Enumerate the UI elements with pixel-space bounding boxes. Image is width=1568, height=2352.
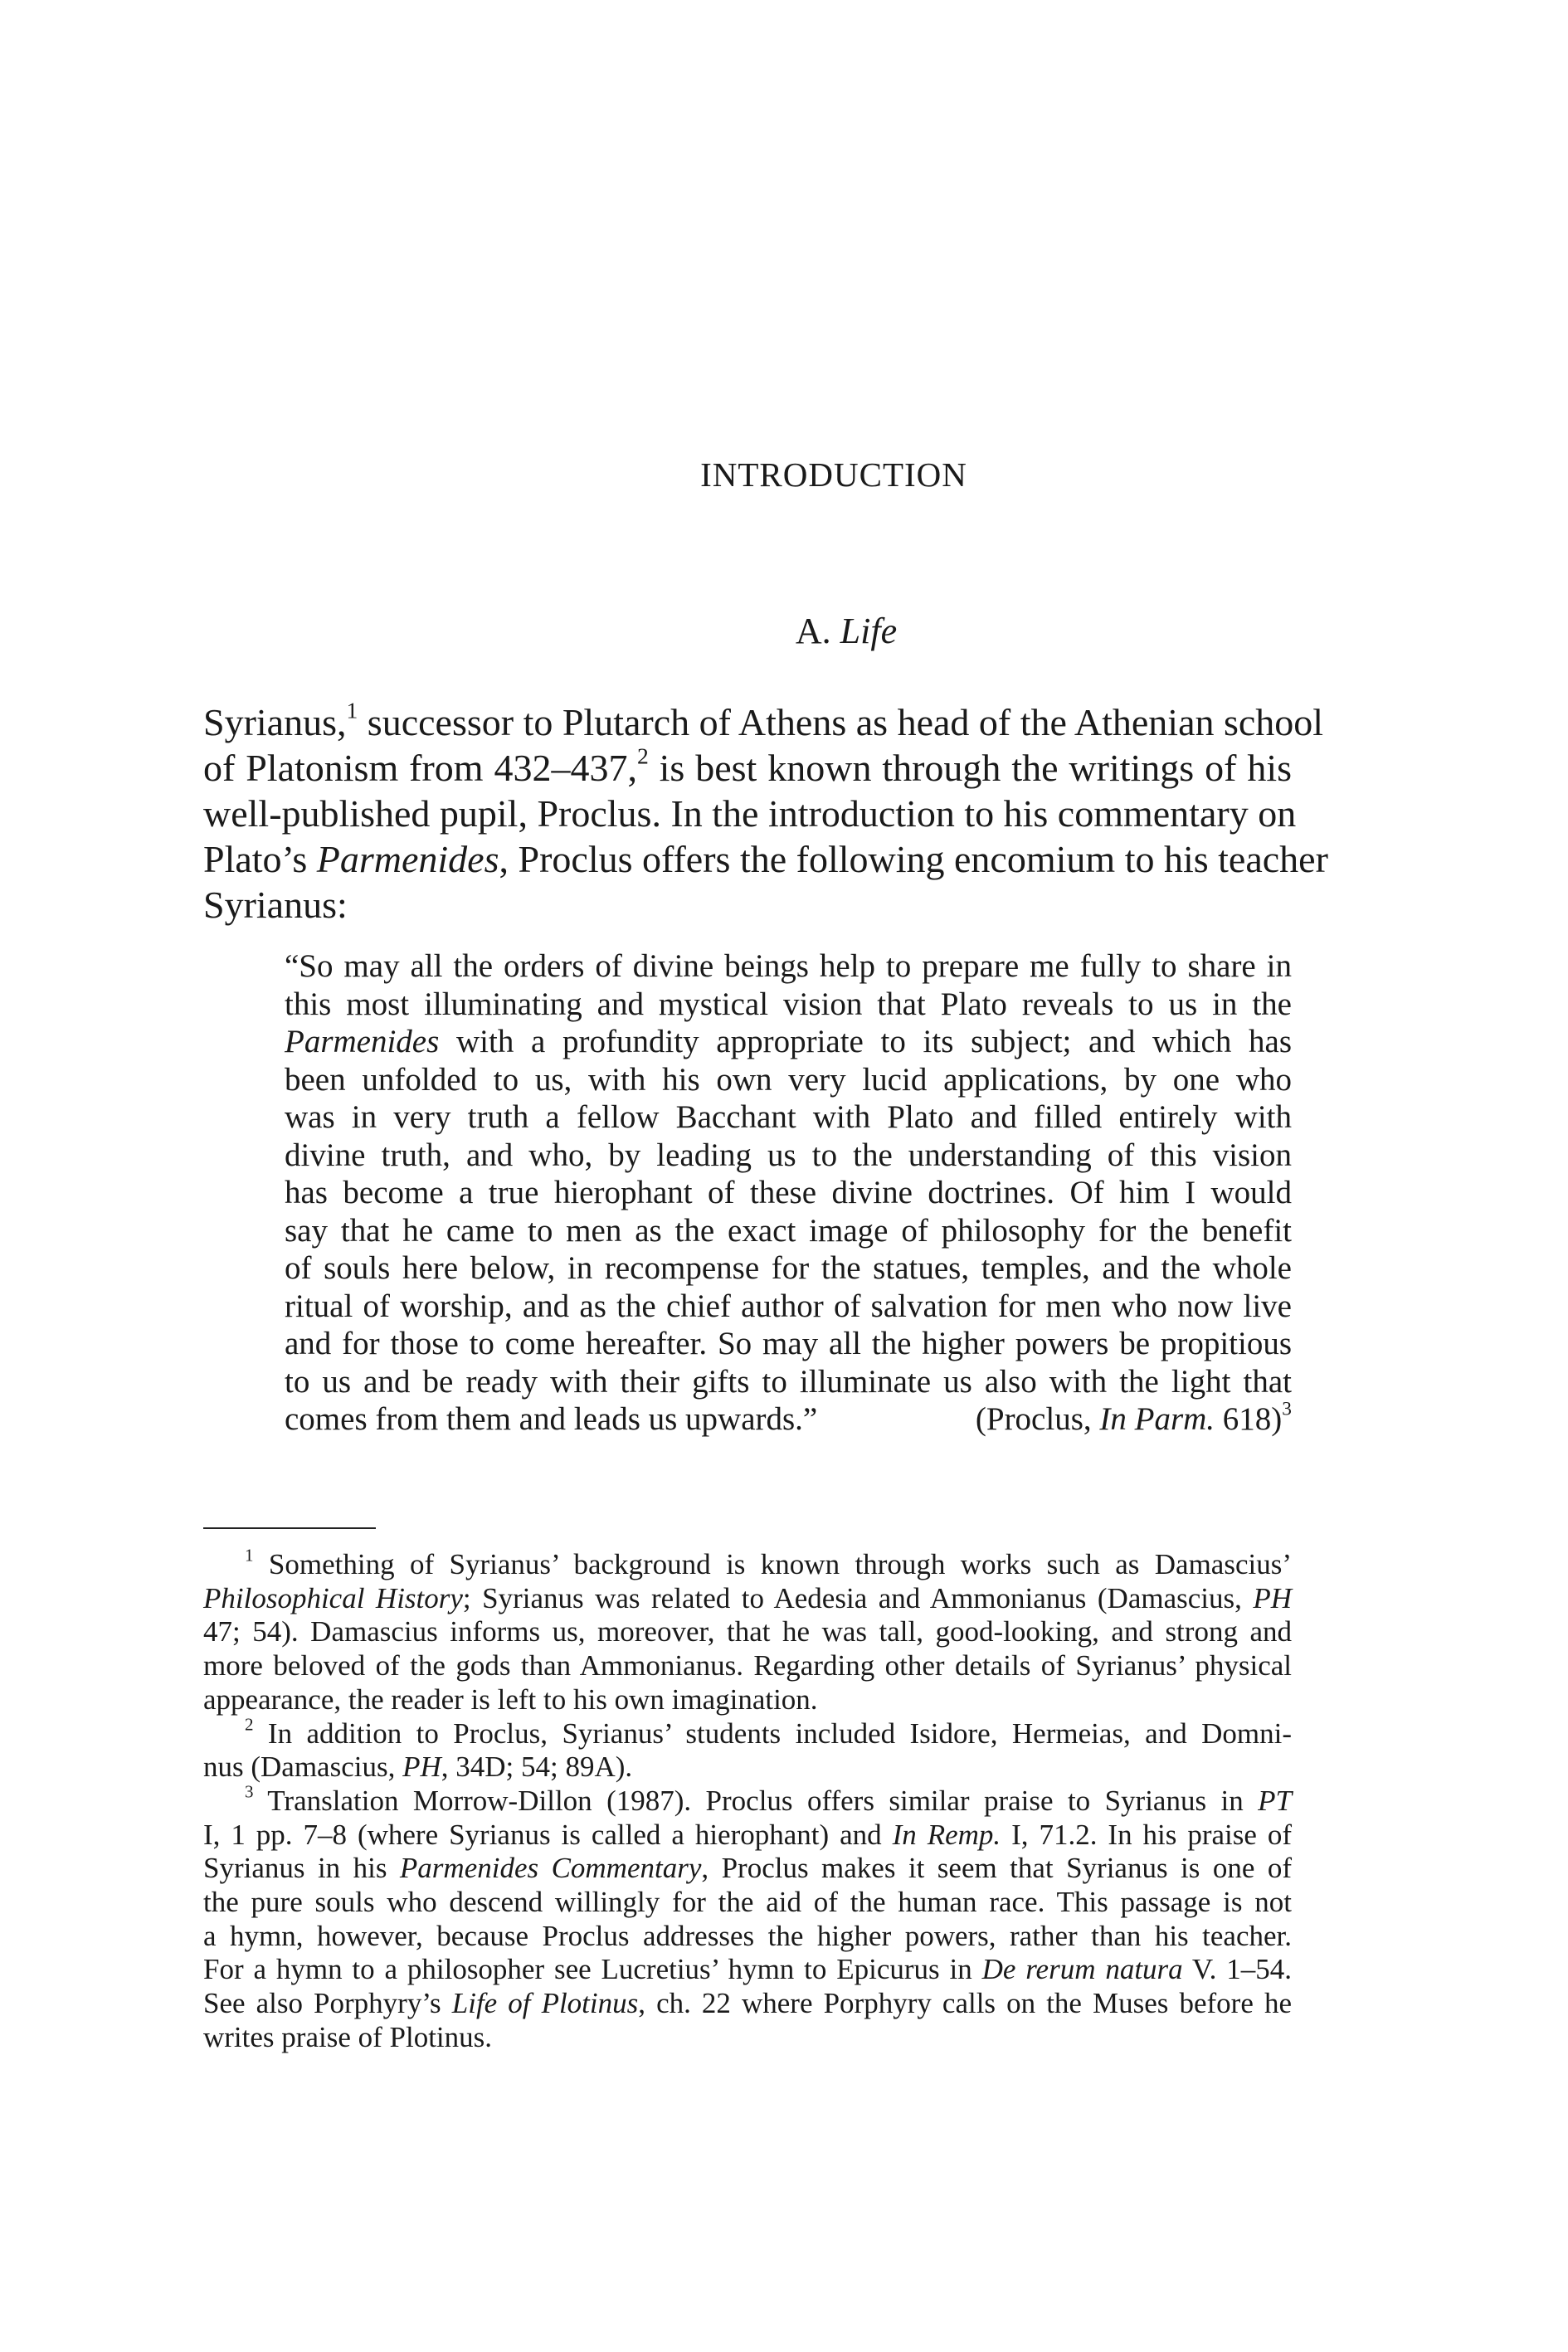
body-text-run: of Platonism from 432–437, <box>203 747 637 789</box>
footnote-number: 1 <box>245 1545 254 1566</box>
footnote-1-line: appearance, the reader is left to his own imagination. <box>203 1682 818 1716</box>
footnote-3-line <box>203 1953 1292 1987</box>
quote-text-run: with a profundity appropriate to its subject; and which has <box>439 1024 1292 1059</box>
footnote-3-line <box>203 1987 1292 2021</box>
footnote-text-run: In addition to Proclus, Syrianus’ students included Isidore, Hermeias, and Domni- <box>253 1717 1292 1750</box>
footnote-3-line <box>203 1819 1292 1853</box>
body-text-run: Syrianus, <box>203 701 347 743</box>
footnote-ref-2: 2 <box>636 743 649 769</box>
footnote-ref-3: 3 <box>1282 1398 1292 1420</box>
footnote-text-run: Translation Morrow-Dillon (1987). Proclus offers similar praise to Syrianus in <box>253 1784 1259 1817</box>
quote-line: “So may all the orders of divine beings help to prepare me fully to share in <box>285 948 1292 984</box>
quote-line: to us and be ready with their gifts to illuminate us also with the light that <box>285 1363 1292 1400</box>
section-heading <box>0 610 1568 652</box>
footnote-text-run: V. 1–54. <box>1182 1953 1292 1986</box>
quote-line: this most illuminating and mystical vision that Plato reveals to us in the <box>285 986 1292 1022</box>
citation-italic: In Parm. <box>1099 1401 1215 1437</box>
footnote-italic: PH <box>1253 1581 1292 1614</box>
quote-italic-title: Parmenides <box>285 1024 440 1059</box>
quote-line: been unfolded to us, with his own very lucid applications, by one who <box>285 1061 1292 1098</box>
body-line <box>203 836 1328 882</box>
footnote-1-line: more beloved of the gods than Ammonianus. Regarding other details of Syrianus’ physical <box>203 1649 1292 1682</box>
body-text-run: Plato’s <box>203 838 317 880</box>
footnote-text-run: , ch. 22 where Porphyry calls on the Muses before he <box>638 1987 1292 2020</box>
footnote-1-line <box>203 1545 1292 1582</box>
section-prefix: A. <box>795 611 831 651</box>
citation-text-run: 618) <box>1215 1401 1283 1437</box>
quote-line <box>285 1400 1292 1439</box>
quote-text-run: comes from them and leads us upwards.” <box>285 1401 818 1437</box>
body-line <box>203 745 1292 791</box>
quote-line: of souls here below, in recompense for the statues, temples, and the whole <box>285 1250 1292 1286</box>
footnote-text-run: Syrianus in his <box>203 1852 400 1885</box>
body-line <box>203 697 1324 745</box>
footnote-italic: Parmenides Commentary <box>399 1852 702 1885</box>
quote-line: has become a true hierophant of these divine doctrines. Of him I would <box>285 1175 1292 1210</box>
body-line: well-published pupil, Proclus. In the introduction to his commentary on <box>203 792 1297 835</box>
footnote-3-line: writes praise of Plotinus. <box>203 2020 493 2053</box>
quote-line: say that he came to men as the exact image of philosophy for the benefit <box>285 1212 1292 1249</box>
quote-citation <box>976 1400 1292 1439</box>
footnote-text-run: nus (Damascius, <box>203 1751 403 1784</box>
footnote-2-line <box>203 1713 1292 1751</box>
footnote-italic: Life of Plotinus <box>451 1987 639 2020</box>
body-text-run: , Proclus offers the following encomium to his teacher <box>499 838 1328 880</box>
footnote-1-line <box>203 1582 1292 1616</box>
footnote-3-line <box>203 1852 1292 1886</box>
quote-line: was in very truth a fellow Bacchant with Plato and filled entirely with <box>285 1099 1292 1135</box>
footnote-3-line: the pure souls who descend willingly for the aid of the human race. This passage is not <box>203 1886 1292 1919</box>
block-quote <box>285 947 1292 1439</box>
footnote-ref-1: 1 <box>346 697 358 723</box>
footnote-divider <box>203 1527 376 1529</box>
quote-line <box>285 1023 1292 1061</box>
footnote-italic: In Remp. <box>892 1818 1001 1851</box>
footnote-italic: PH <box>402 1751 441 1784</box>
footnote-italic: De rerum natura <box>981 1953 1183 1986</box>
footnote-number: 3 <box>245 1781 254 1802</box>
quote-line: and for those to come hereafter. So may all the higher powers be propitious <box>285 1326 1292 1361</box>
footnote-text-run: For a hymn to a philosopher see Lucretius’ hymn to Epicurus in <box>203 1953 982 1986</box>
body-text-run: successor to Plutarch of Athens as head of the Athenian school <box>358 701 1324 743</box>
footnote-text-run: ; Syrianus was related to Aedesia and Ammonianus (Damascius, <box>462 1581 1254 1614</box>
section-title: Life <box>840 611 898 651</box>
footnotes <box>203 1545 1292 2055</box>
body-paragraph <box>203 697 1328 928</box>
body-italic-title: Parmenides <box>316 838 499 880</box>
quote-line: ritual of worship, and as the chief author of salvation for men who now live <box>285 1288 1292 1324</box>
footnote-text-run: Something of Syrianus’ background is known through works such as Damascius’ <box>253 1548 1292 1580</box>
footnote-italic: Philosophical History <box>203 1581 463 1614</box>
footnote-3-line <box>203 1781 1292 1819</box>
footnote-number: 2 <box>245 1713 254 1734</box>
footnote-text-run: , 34D; 54; 89A). <box>441 1751 633 1784</box>
footnote-text-run: , Proclus makes it seem that Syrianus is one of <box>701 1852 1292 1885</box>
footnote-text-run: I, 71.2. In his praise of <box>1001 1818 1292 1851</box>
citation-text-run: (Proclus, <box>975 1401 1100 1437</box>
chapter-title: INTRODUCTION <box>700 455 967 494</box>
footnote-text-run: See also Porphyry’s <box>203 1987 452 2020</box>
quote-line: divine truth, and who, by leading us to the understanding of this vision <box>285 1137 1292 1173</box>
body-line: Syrianus: <box>203 884 348 926</box>
body-text-run: is best known through the writings of his <box>648 747 1292 789</box>
footnote-1-line: 47; 54). Damascius informs us, moreover, that he was tall, good-looking, and strong and <box>203 1615 1292 1648</box>
footnote-2-line <box>203 1751 1292 1785</box>
footnote-3-line: a hymn, however, because Proclus addresses the higher powers, rather than his teacher. <box>203 1919 1292 1952</box>
footnote-italic: PT <box>1258 1784 1292 1817</box>
footnote-text-run: I, 1 pp. 7–8 (where Syrianus is called a hierophant) and <box>203 1818 893 1851</box>
